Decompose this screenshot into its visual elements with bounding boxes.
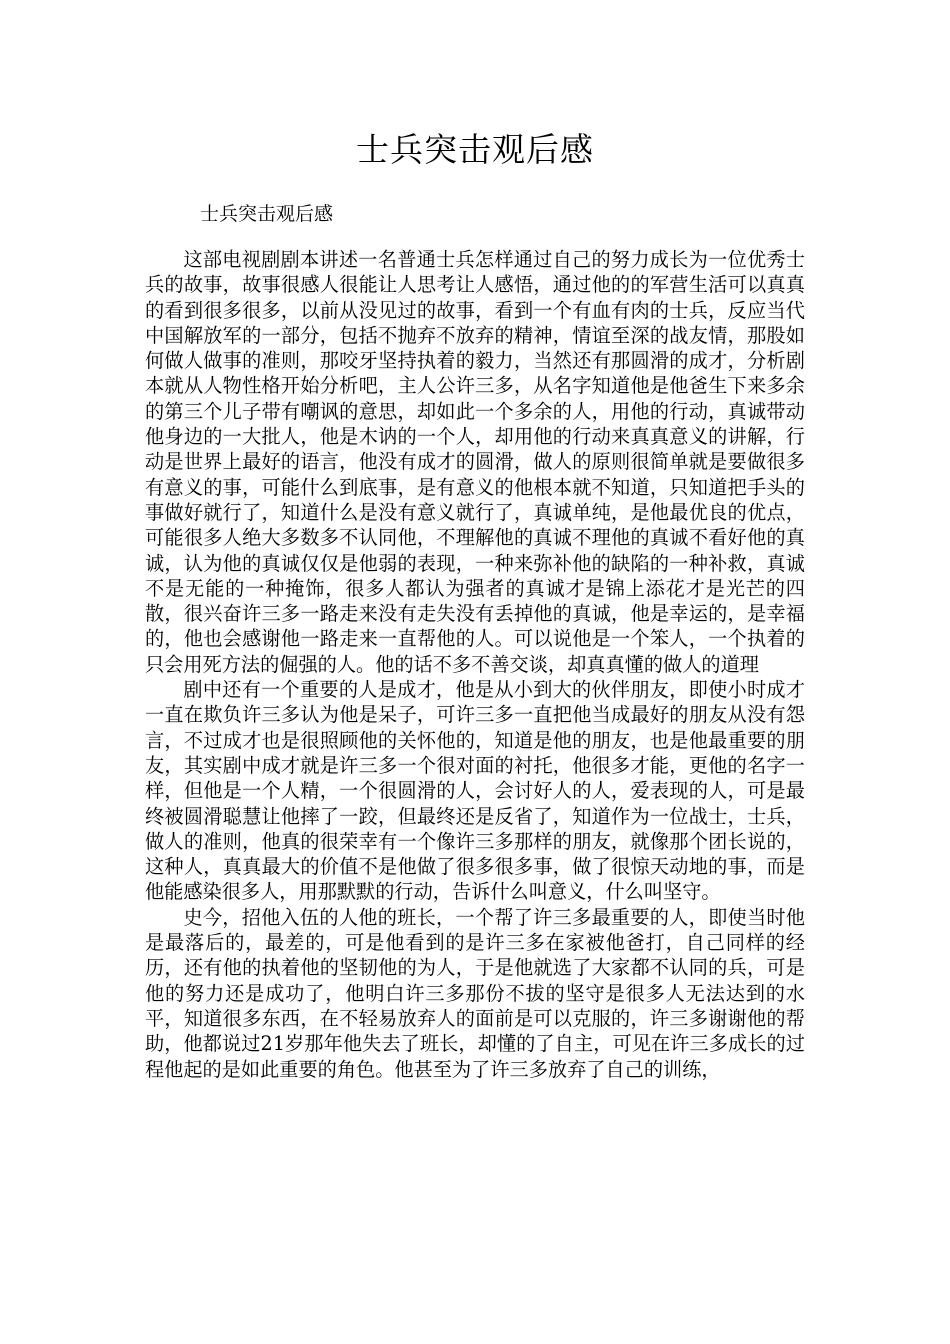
document-title: 士兵突击观后感: [356, 130, 594, 169]
body-paragraph: 剧中还有一个重要的人是成才，他是从小到大的伙伴朋友，即使小时成才一直在欺负许三多认为他是呆子，可许三多一直把他当成最好的朋友从没有怨言，不过成才也是很照顾他的关怀他的，知道是他的朋友，也是他最重要的朋友，其实剧中成才就是许三多一个很对面的衬托，他很多才能，更他的名字一样，但他是一个人精，一个很圆滑的人，会讨好人的人，爱表现的人，可是最终被圆滑聪慧让他摔了一跤，但最终还是反省了，知道作为一位战士，士兵，做人的准则，他真的很荣幸有一个像许三多那样的朋友，就像那个团长说的，这种人，真真最大的价值不是他做了很多很多事，做了很惊天动地的事，而是他能感染很多人，用那默默的行动，告诉什么叫意义，什么叫坚守。: [145, 678, 805, 904]
document-body: [145, 247, 805, 1082]
body-paragraph: 史今，招他入伍的人他的班长，一个帮了许三多最重要的人，即使当时他是最落后的，最差的，可是他看到的是许三多在家被他爸打，自己同样的经历，还有他的执着他的坚韧他的为人，于是他就选了大家都不认同的兵，可是他的努力还是成功了，他明白许三多那份不拔的坚守是很多人无法达到的水平，知道很多东西，在不轻易放弃人的面前是可以克服的，许三多谢谢他的帮助，他都说过21岁那年他失去了班长，却懂的了自主，可见在许三多成长的过程他起的是如此重要的角色。他甚至为了许三多放弃了自己的训练，: [145, 905, 805, 1081]
body-paragraph: 这部电视剧剧本讲述一名普通士兵怎样通过自己的努力成长为一位优秀士兵的故事，故事很感人很能让人思考让人感悟，通过他的的军营生活可以真真的看到很多很多，以前从没见过的故事，看到一个有血有肉的士兵，反应当代中国解放军的一部分，包括不抛弃不放弃的精神，情谊至深的战友情，那股如何做人做事的准则，那咬牙坚持执着的毅力，当然还有那圆滑的成才，分析剧本就从人物性格开始分析吧，主人公许三多，从名字知道他是他爸生下来多余的第三个儿子带有嘲讽的意思，却如此一个多余的人，用他的行动，真诚带动他身边的一大批人，他是木讷的一个人，却用他的行动来真真意义的讲解，行动是世界上最好的语言，他没有成才的圆滑，做人的原则很简单就是要做很多有意义的事，可能什么到底事，是有意义的他根本就不知道，只知道把手头的事做好就行了，知道什么是没有意义就行了，真诚单纯，是他最优良的优点，可能很多人绝大多数多不认同他，不理解他的真诚不理他的真诚不看好他的真诚，认为他的真诚仅仅是他弱的表现，一种来弥补他的缺陷的一种补救，真诚不是无能的一种掩饰，很多人都认为强者的真诚才是锦上添花才是光芒的四散，很兴奋许三多一路走来没有走失没有丢掉他的真诚，他是幸运的，是幸福的，他也会感谢他一路走来一直帮他的人。可以说他是一个笨人，一个执着的只会用死方法的倔强的人。他的话不多不善交谈，却真真懂的做人的道理: [145, 248, 805, 676]
document-subtitle: 士兵突击观后感: [200, 203, 334, 225]
